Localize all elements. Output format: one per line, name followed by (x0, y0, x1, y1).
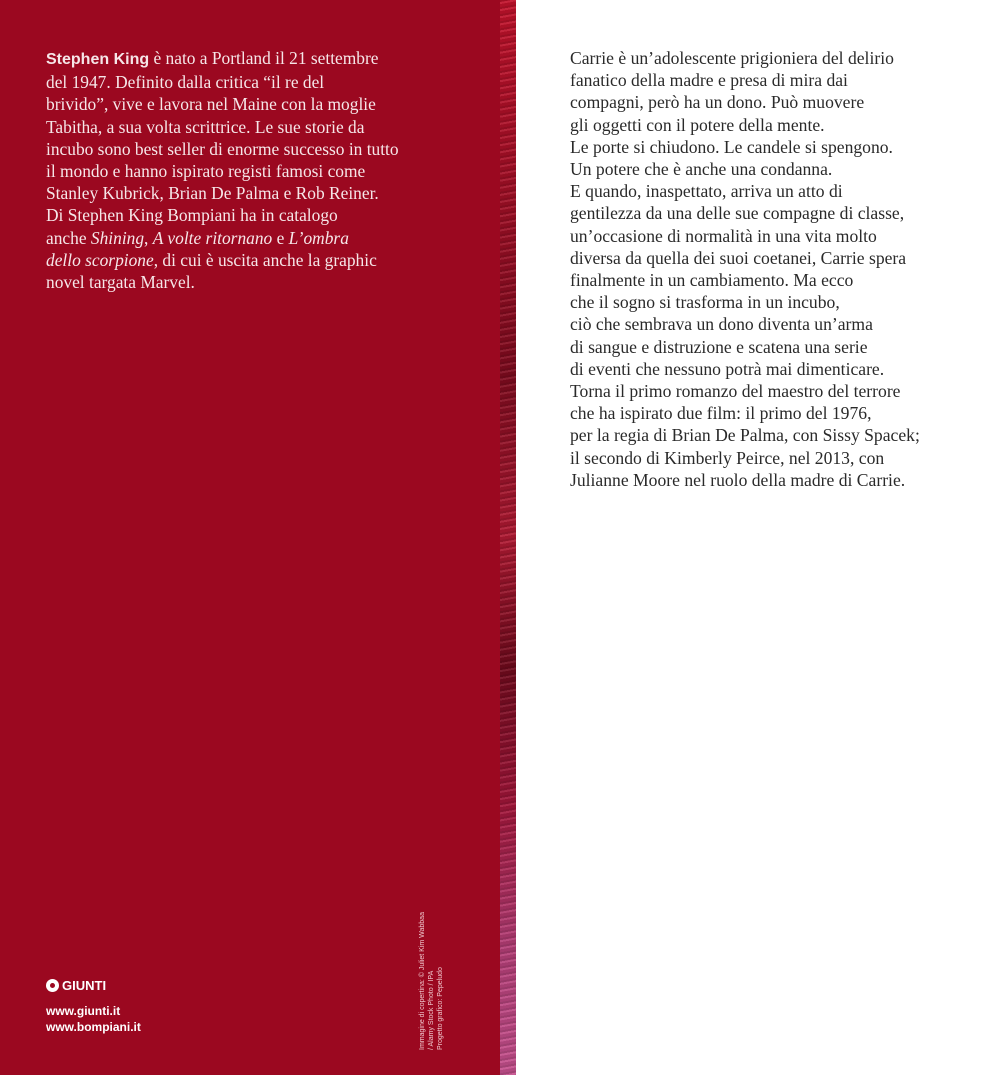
bio-line: novel targata Marvel. (46, 272, 195, 293)
credit-line: / Alamy Stock Photo / IPA (428, 970, 435, 1050)
blurb-line: Un potere che è anche una condanna. (570, 159, 833, 180)
bio-line: Tabitha, a sua volta scrittrice. Le sue storie da (46, 116, 365, 137)
bio-line: brivido”, vive e lavora nel Maine con la moglie (46, 94, 376, 115)
image-credits (418, 872, 448, 1050)
bio-line: Stanley Kubrick, Brian De Palma e Rob Reiner. (46, 183, 379, 204)
bio-line: il mondo e hanno ispirato registi famosi come (46, 161, 366, 182)
blurb-line: che il sogno si trasforma in un incubo, (570, 292, 840, 313)
book-title-ombra-cont: dello scorpione (46, 249, 154, 270)
publisher-name: GIUNTI (62, 978, 107, 993)
publisher-logo (46, 978, 106, 993)
credit-line: Immagine di copertina: © Juliet Kim Wabbaa (419, 912, 426, 1050)
blurb-line: Torna il primo romanzo del maestro del terrore (570, 381, 901, 402)
bio-line: del 1947. Definito dalla critica “il re del (46, 72, 325, 93)
blurb-line: per la regia di Brian De Palma, con Sissy Spacek; (570, 425, 920, 446)
blurb-line: gentilezza da una delle sue compagne di classe, (570, 203, 905, 224)
blurb-line: compagni, però ha un dono. Può muovere (570, 92, 865, 113)
author-bio: Stephen King è nato a Portland il 21 settembre del 1947. Definito dalla critica “il re del brivido”, vive e lavora nel Maine con la moglie Tabitha, a sua volta scrittrice. Le sue storie da incubo sono best seller di enorme successo in tutto il mondo e hanno ispirato registi famosi come Stanley Kubrick, Brian De Palma e Rob Reiner. Di Stephen King Bompiani ha in catalogo anche Shining, A volte ritornano e L’ombra dello scorpione, di cui è uscita anche la graphic novel targata Marvel. (46, 47, 466, 293)
giunti-logo-icon (46, 979, 59, 992)
bio-line: anche Shining, A volte ritornano e L’ombra (46, 227, 349, 248)
giunti-url-link[interactable]: www.giunti.it (46, 1004, 121, 1018)
blurb-line: diversa da quella dei suoi coetanei, Carrie spera (570, 247, 907, 268)
blurb-line: un’occasione di normalità in una vita molto (570, 225, 877, 246)
blurb-line: Le porte si chiudono. Le candele si spengono. (570, 136, 893, 157)
blurb-line: finalmente in un cambiamento. Ma ecco (570, 270, 854, 291)
blurb-line: gli oggetti con il potere della mente. (570, 114, 825, 135)
book-title-ombra: L’ombra (288, 227, 349, 248)
blurb-line: di eventi che nessuno potrà mai dimenticare. (570, 358, 885, 379)
blurb-line: E quando, inaspettato, arriva un atto di (570, 181, 843, 202)
credit-line: Progetto grafico: Pepeludo (437, 967, 444, 1050)
blurb-line: il secondo di Kimberly Peirce, nel 2013, con (570, 447, 885, 468)
cover-spine-texture (500, 0, 516, 1075)
author-name: Stephen King (46, 51, 150, 68)
bio-line: dello scorpione, di cui è uscita anche la graphic (46, 249, 377, 270)
bompiani-url-link[interactable]: www.bompiani.it (46, 1020, 141, 1034)
blurb-line: fanatico della madre e presa di mira dai (570, 70, 848, 91)
book-blurb (570, 47, 970, 491)
book-title-shining: Shining (90, 227, 145, 248)
blurb-line: ciò che sembrava un dono diventa un’arma (570, 314, 873, 335)
bio-line: incubo sono best seller di enorme successo in tutto (46, 138, 399, 159)
blurb-line: Julianne Moore nel ruolo della madre di Carrie. (570, 469, 906, 490)
blurb-line: di sangue e distruzione e scatena una serie (570, 336, 868, 357)
bio-line: Di Stephen King Bompiani ha in catalogo (46, 205, 338, 226)
book-title-a-volte-ritornano: A volte ritornano (152, 227, 273, 248)
blurb-line: che ha ispirato due film: il primo del 1976, (570, 403, 872, 424)
blurb-line: Carrie è un’adolescente prigioniera del delirio (570, 48, 894, 68)
